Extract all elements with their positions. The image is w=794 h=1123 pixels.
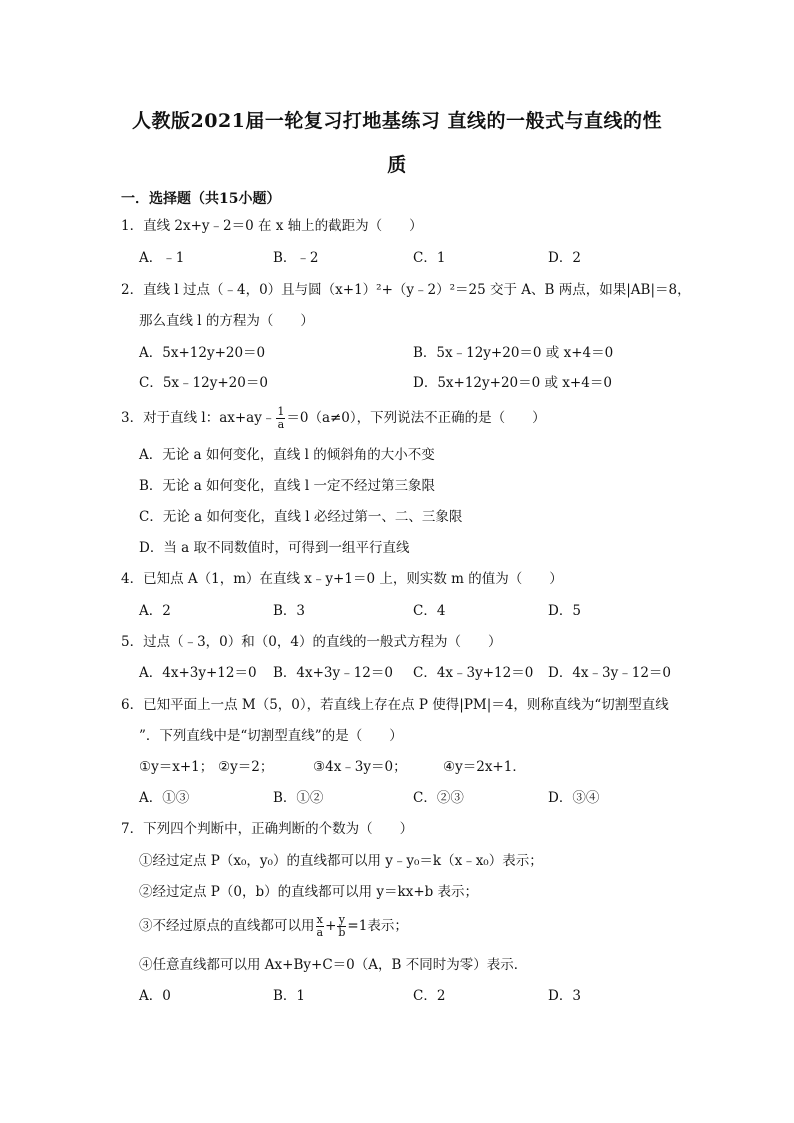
question-3-stem	[121, 406, 546, 431]
q7-fraction-y-b	[337, 914, 346, 939]
q6-option-b: B．①②	[273, 790, 324, 806]
q6-item-2: ②y＝2；	[218, 759, 274, 775]
q7-item-1: ①经过定点 P（x₀，y₀）的直线都可以用 y﹣y₀＝k（x﹣x₀）表示；	[139, 853, 543, 869]
q7-frac1-num: x	[316, 913, 323, 926]
question-7-stem: 7．下列四个判断中，正确判断的个数为（ ）	[121, 821, 414, 837]
q5-option-a: A．4x+3y+12＝0	[139, 665, 257, 681]
q2-option-d: D．5x+12y+20＝0 或 x+4＝0	[413, 375, 612, 391]
q4-option-a: A．2	[139, 603, 171, 619]
question-6-stem-line2: ”．下列直线中是“切割型直线”的是（ ）	[139, 728, 403, 744]
q7-item3-pre: ③不经过原点的直线都可以用	[139, 918, 315, 934]
q1-option-d: D．2	[548, 250, 581, 266]
q7-option-d: D．3	[548, 988, 581, 1004]
q3-fraction	[276, 406, 285, 431]
q7-frac1-den: a	[316, 926, 324, 939]
doc-title-line2: 质	[387, 154, 407, 176]
q1-option-b: B．﹣2	[273, 250, 319, 266]
q7-option-b: B．1	[273, 988, 306, 1004]
q3-frac-den: a	[277, 418, 285, 431]
q3-option-c: C．无论 a 如何变化，直线 l 必经过第一、二、三象限	[139, 509, 463, 525]
q2-option-c: C．5x﹣12y+20＝0	[139, 375, 268, 391]
question-2-stem-line2: 那么直线 l 的方程为（ ）	[139, 313, 314, 329]
question-6-stem-line1: 6．已知平面上一点 M（5，0），若直线上存在点 P 使得|PM|＝4，则称直线为“切割型直线	[121, 697, 669, 713]
q7-item3-plus: +	[325, 918, 337, 934]
q7-item-2: ②经过定点 P（0，b）的直线都可以用 y＝kx+b 表示；	[139, 884, 479, 900]
q3-option-d: D．当 a 取不同数值时，可得到一组平行直线	[139, 540, 410, 556]
section-heading: 一．选择题（共15小题）	[121, 191, 281, 207]
q7-option-a: A．0	[139, 988, 171, 1004]
q3-frac-num: 1	[277, 405, 285, 418]
q1-option-c: C．1	[413, 250, 446, 266]
q7-fraction-x-a	[316, 914, 325, 939]
question-4-stem: 4．已知点 A（1，m）在直线 x﹣y+1＝0 上，则实数 m 的值为（ ）	[121, 571, 563, 587]
q7-frac2-den: b	[338, 926, 346, 939]
q6-option-c: C．②③	[413, 790, 464, 806]
q3-stem-post: ＝0（a≠0），下列说法不正确的是（ ）	[286, 410, 546, 426]
q7-item-3	[139, 914, 408, 939]
question-5-stem: 5．过点（﹣3，0）和（0，4）的直线的一般式方程为（ ）	[121, 634, 502, 650]
q3-stem-pre: 3．对于直线 l：ax+ay﹣	[121, 410, 276, 426]
doc-title-line1: 人教版2021届一轮复习打地基练习 直线的一般式与直线的性	[132, 110, 662, 132]
q3-option-b: B．无论 a 如何变化，直线 l 一定不经过第三象限	[139, 478, 435, 494]
q6-item-4: ④y＝2x+1．	[443, 759, 526, 775]
question-1-stem: 1．直线 2x+y﹣2＝0 在 x 轴上的截距为（ ）	[121, 218, 423, 234]
q7-item3-post: =1表示；	[347, 918, 408, 934]
q7-option-c: C．2	[413, 988, 446, 1004]
q6-item-3: ③4x﹣3y＝0；	[313, 759, 407, 775]
q2-option-a: A．5x+12y+20＝0	[139, 345, 266, 361]
q7-item-4: ④任意直线都可以用 Ax+By+C＝0（A，B 不同时为零）表示．	[139, 957, 528, 973]
q4-option-b: B．3	[273, 603, 306, 619]
q6-option-d: D．③④	[548, 790, 600, 806]
question-2-stem-line1: 2．直线 l 过点（﹣4，0）且与圆（x+1）²+（y﹣2）²＝25 交于 A、B 两点，如果|AB|＝8，	[121, 282, 691, 298]
q6-option-a: A．①③	[139, 790, 190, 806]
q4-option-d: D．5	[548, 603, 581, 619]
q3-option-a: A．无论 a 如何变化，直线 l 的倾斜角的大小不变	[139, 447, 435, 463]
q6-item-1: ①y＝x+1；	[139, 759, 214, 775]
q1-option-a: A．﹣1	[139, 250, 185, 266]
q7-frac2-num: y	[338, 913, 345, 926]
q5-option-c: C．4x﹣3y+12＝0	[413, 665, 534, 681]
q4-option-c: C．4	[413, 603, 446, 619]
q5-option-d: D．4x﹣3y﹣12＝0	[548, 665, 672, 681]
q2-option-b: B．5x﹣12y+20＝0 或 x+4＝0	[413, 345, 614, 361]
q5-option-b: B．4x+3y﹣12＝0	[273, 665, 393, 681]
